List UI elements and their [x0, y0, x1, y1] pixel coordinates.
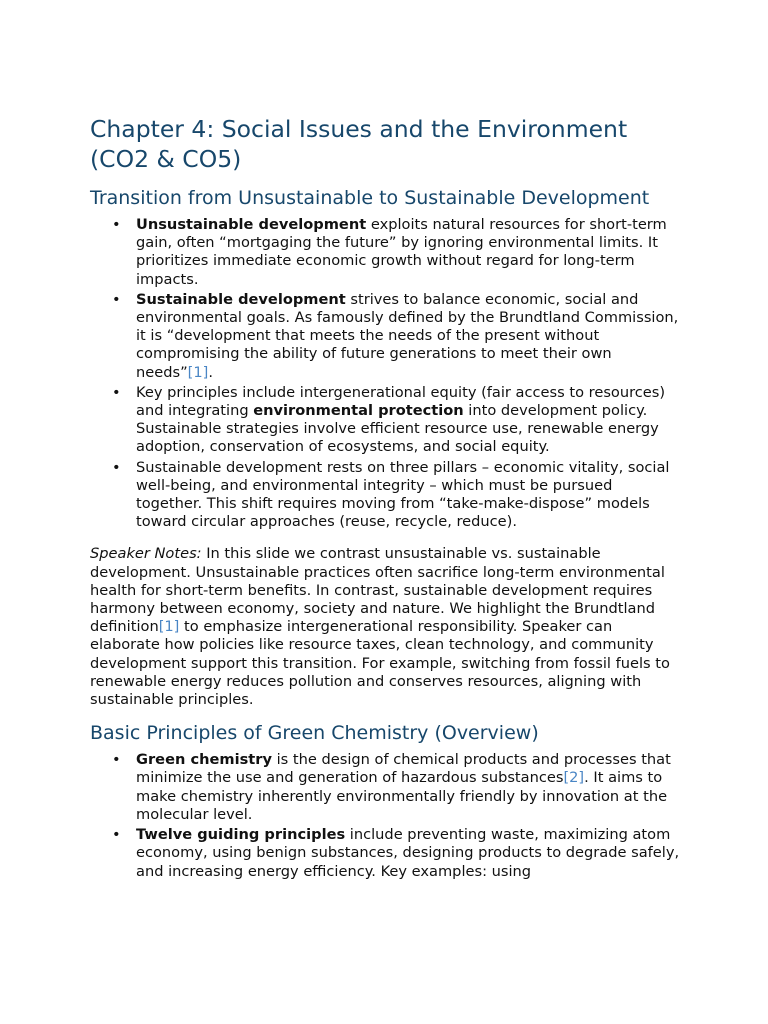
speaker-notes-label: Speaker Notes: [90, 545, 202, 563]
list-item [112, 290, 680, 382]
list-item [112, 751, 680, 824]
item-text: include preventing waste, maximizing atom economy, using benign substances, designing products to degrade safely, and increasing energy efficiency. Key examples: using [136, 826, 680, 880]
citation-link[interactable]: [2] [563, 769, 585, 787]
citation-link[interactable]: [1] [158, 618, 180, 636]
item-text-pre: Key principles include intergenerational equity (fair access to resources) and integrating [136, 383, 666, 420]
bullet-icon: • [112, 751, 121, 769]
chapter-title: Chapter 4: Social Issues and the Environment (CO2 & CO5) [90, 115, 628, 173]
bullet-icon: • [112, 290, 121, 308]
speaker-notes-text-cont: to emphasize intergenerational responsibility. Speaker can elaborate how policies like resource taxes, clean technology, and community development support this transition. For example, switching from fossil fuels to renewable energy reduces pollution and conserves resources, aligning with sustainable principles. [90, 618, 670, 709]
item-text: strives to balance economic, social and environmental goals. As famously defined by the Brundtland Commission, it is “development that meets the needs of the present without compromising the ability of future generations to meet their own needs” [136, 290, 679, 381]
item-text: into development policy. Sustainable strategies involve efficient resource use, renewable energy adoption, conservation of ecosystems, and social equity. [136, 402, 659, 456]
section-heading-sustainable-development: Transition from Unsustainable to Sustainable Development [90, 187, 650, 209]
citation-link[interactable]: [1] [187, 363, 209, 381]
item-text-tail: . It aims to make chemistry inherently environmentally friendly by innovation at the molecular level. [136, 769, 668, 823]
bullet-icon: • [112, 826, 121, 844]
bullet-icon: • [112, 458, 121, 476]
item-text: Sustainable development rests on three pillars – economic vitality, social well-being, and environmental integrity – which must be pursued together. This shift requires moving from “take-make-dispose” models toward circular approaches (reuse, recycle, reduce). [136, 458, 670, 531]
bold-term: Green chemistry [136, 751, 272, 769]
bullet-icon: • [112, 383, 121, 401]
bullet-icon: • [112, 216, 121, 233]
bold-term: Twelve guiding principles [136, 826, 346, 844]
bold-term: Sustainable development [136, 290, 346, 308]
section-heading-green-chemistry: Basic Principles of Green Chemistry (Overview) [90, 722, 539, 745]
list-item [112, 458, 680, 532]
item-text: exploits natural resources for short-term gain, often “mortgaging the future” by ignoring environmental limits. It prioritizes immediate economic growth without regard for long-term impacts. [136, 216, 667, 288]
list-item [112, 383, 680, 457]
list-item [112, 826, 680, 881]
item-text: is the design of chemical products and processes that minimize the use and generation of hazardous substances [136, 751, 671, 787]
speaker-notes-text: In this slide we contrast unsustainable vs. sustainable development. Unsustainable practices often sacrifice long-term environmental health for short-term benefits. In contrast, sustainable development requires harmony between economy, society and nature. We highlight the Brundtland definition [90, 545, 665, 636]
bold-term: environmental protection [253, 402, 464, 420]
bullet-list-sustainable-development [90, 216, 680, 531]
speaker-notes [90, 545, 680, 709]
bold-term: Unsustainable development [136, 216, 367, 233]
item-text-tail: . [208, 363, 213, 381]
list-item [112, 216, 680, 289]
bullet-list-green-chemistry [90, 751, 680, 880]
document-page [90, 114, 680, 883]
